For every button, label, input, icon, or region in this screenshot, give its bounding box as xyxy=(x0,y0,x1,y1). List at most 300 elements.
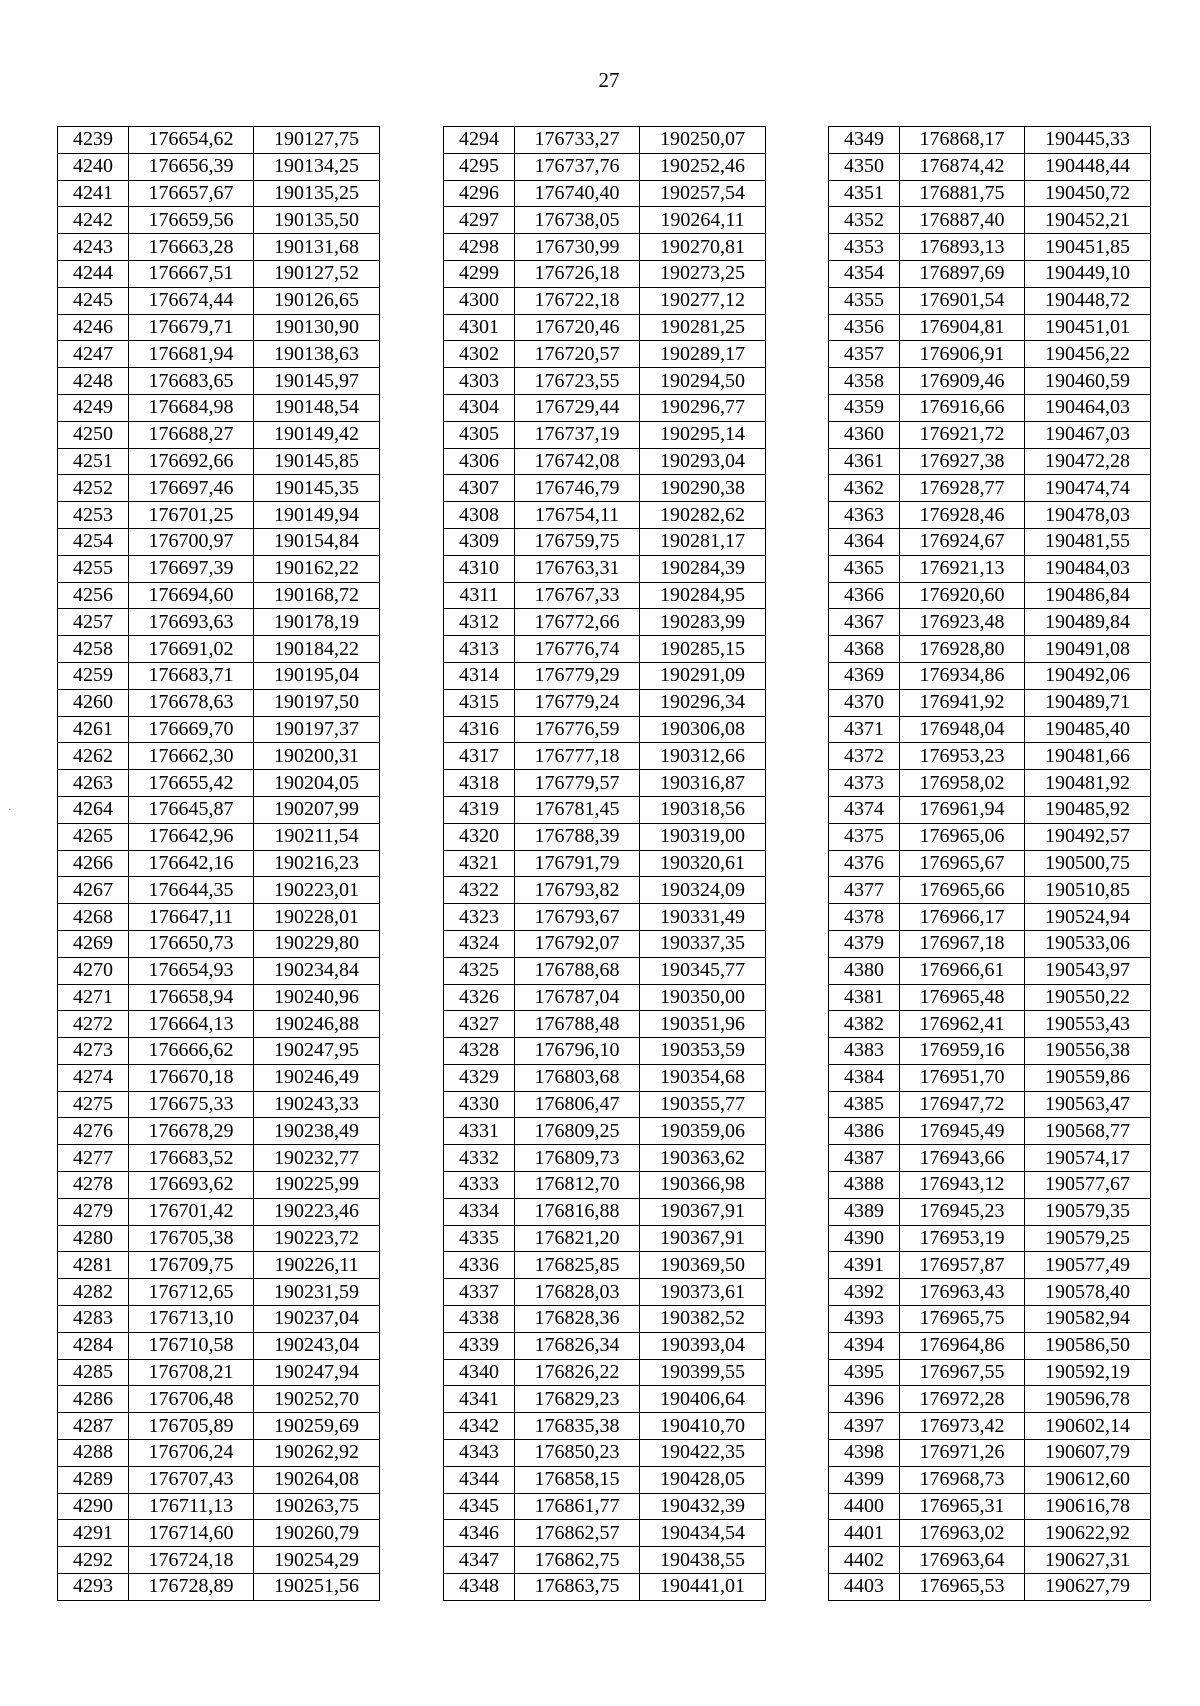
table-row xyxy=(444,582,766,609)
y-coordinate-cell: 190556,38 xyxy=(1025,1038,1151,1065)
table-row xyxy=(444,1574,766,1601)
point-number-cell: 4400 xyxy=(829,1493,900,1520)
table-row xyxy=(444,1279,766,1306)
point-number-cell: 4333 xyxy=(444,1172,515,1199)
point-number-cell: 4348 xyxy=(444,1574,515,1601)
table-row xyxy=(58,1413,380,1440)
y-coordinate-cell: 190264,08 xyxy=(254,1466,380,1493)
point-number-cell: 4286 xyxy=(58,1386,129,1413)
x-coordinate-cell: 176683,65 xyxy=(129,368,254,395)
table-row xyxy=(829,1279,1151,1306)
table-row xyxy=(829,1038,1151,1065)
table-row xyxy=(829,1386,1151,1413)
table-row xyxy=(58,502,380,529)
point-number-cell: 4264 xyxy=(58,796,129,823)
y-coordinate-cell: 190277,12 xyxy=(640,287,766,314)
point-number-cell: 4361 xyxy=(829,448,900,475)
point-number-cell: 4355 xyxy=(829,287,900,314)
point-number-cell: 4320 xyxy=(444,823,515,850)
x-coordinate-cell: 176953,23 xyxy=(900,743,1025,770)
point-number-cell: 4396 xyxy=(829,1386,900,1413)
y-coordinate-cell: 190246,88 xyxy=(254,1011,380,1038)
x-coordinate-cell: 176777,18 xyxy=(515,743,640,770)
table-row xyxy=(58,1252,380,1279)
table-row xyxy=(829,636,1151,663)
y-coordinate-cell: 190145,35 xyxy=(254,475,380,502)
point-number-cell: 4309 xyxy=(444,528,515,555)
table-row xyxy=(829,421,1151,448)
point-number-cell: 4363 xyxy=(829,502,900,529)
point-number-cell: 4335 xyxy=(444,1225,515,1252)
table-row xyxy=(829,1306,1151,1333)
y-coordinate-cell: 190223,46 xyxy=(254,1198,380,1225)
table-row xyxy=(444,823,766,850)
point-number-cell: 4389 xyxy=(829,1198,900,1225)
point-number-cell: 4283 xyxy=(58,1306,129,1333)
y-coordinate-cell: 190393,04 xyxy=(640,1332,766,1359)
point-number-cell: 4278 xyxy=(58,1172,129,1199)
table-row xyxy=(58,475,380,502)
table-row xyxy=(444,1198,766,1225)
point-number-cell: 4246 xyxy=(58,314,129,341)
table-row xyxy=(829,1574,1151,1601)
y-coordinate-cell: 190460,59 xyxy=(1025,368,1151,395)
x-coordinate-cell: 176713,10 xyxy=(129,1306,254,1333)
y-coordinate-cell: 190293,04 xyxy=(640,448,766,475)
x-coordinate-cell: 176692,66 xyxy=(129,448,254,475)
table-row xyxy=(829,448,1151,475)
table-row xyxy=(58,260,380,287)
point-number-cell: 4325 xyxy=(444,957,515,984)
table-row xyxy=(444,1332,766,1359)
table-row xyxy=(58,1091,380,1118)
table-row xyxy=(444,1064,766,1091)
y-coordinate-cell: 190524,94 xyxy=(1025,904,1151,931)
point-number-cell: 4336 xyxy=(444,1252,515,1279)
x-coordinate-cell: 176965,66 xyxy=(900,877,1025,904)
x-coordinate-cell: 176924,67 xyxy=(900,528,1025,555)
y-coordinate-cell: 190320,61 xyxy=(640,850,766,877)
x-coordinate-cell: 176712,65 xyxy=(129,1279,254,1306)
point-number-cell: 4267 xyxy=(58,877,129,904)
y-coordinate-cell: 190451,85 xyxy=(1025,234,1151,261)
point-number-cell: 4359 xyxy=(829,394,900,421)
x-coordinate-cell: 176874,42 xyxy=(900,153,1025,180)
point-number-cell: 4354 xyxy=(829,260,900,287)
point-number-cell: 4388 xyxy=(829,1172,900,1199)
x-coordinate-cell: 176720,57 xyxy=(515,341,640,368)
table-row xyxy=(829,850,1151,877)
table-row xyxy=(58,207,380,234)
point-number-cell: 4265 xyxy=(58,823,129,850)
y-coordinate-cell: 190373,61 xyxy=(640,1279,766,1306)
x-coordinate-cell: 176826,22 xyxy=(515,1359,640,1386)
y-coordinate-cell: 190432,39 xyxy=(640,1493,766,1520)
x-coordinate-cell: 176963,43 xyxy=(900,1279,1025,1306)
point-number-cell: 4357 xyxy=(829,341,900,368)
table-row xyxy=(829,234,1151,261)
y-coordinate-cell: 190237,04 xyxy=(254,1306,380,1333)
y-coordinate-cell: 190282,62 xyxy=(640,502,766,529)
x-coordinate-cell: 176941,92 xyxy=(900,689,1025,716)
point-number-cell: 4296 xyxy=(444,180,515,207)
x-coordinate-cell: 176710,58 xyxy=(129,1332,254,1359)
point-number-cell: 4349 xyxy=(829,127,900,154)
point-number-cell: 4249 xyxy=(58,394,129,421)
point-number-cell: 4334 xyxy=(444,1198,515,1225)
table-row xyxy=(444,609,766,636)
y-coordinate-cell: 190486,84 xyxy=(1025,582,1151,609)
point-number-cell: 4282 xyxy=(58,1279,129,1306)
x-coordinate-cell: 176965,53 xyxy=(900,1574,1025,1601)
x-coordinate-cell: 176904,81 xyxy=(900,314,1025,341)
point-number-cell: 4371 xyxy=(829,716,900,743)
point-number-cell: 4270 xyxy=(58,957,129,984)
y-coordinate-cell: 190428,05 xyxy=(640,1466,766,1493)
x-coordinate-cell: 176733,27 xyxy=(515,127,640,154)
y-coordinate-cell: 190489,84 xyxy=(1025,609,1151,636)
point-number-cell: 4358 xyxy=(829,368,900,395)
x-coordinate-cell: 176669,70 xyxy=(129,716,254,743)
x-coordinate-cell: 176659,56 xyxy=(129,207,254,234)
point-number-cell: 4369 xyxy=(829,662,900,689)
table-row xyxy=(444,1359,766,1386)
table-row xyxy=(444,1118,766,1145)
point-number-cell: 4402 xyxy=(829,1547,900,1574)
point-number-cell: 4332 xyxy=(444,1145,515,1172)
table-row xyxy=(444,180,766,207)
x-coordinate-cell: 176697,39 xyxy=(129,555,254,582)
x-coordinate-cell: 176642,16 xyxy=(129,850,254,877)
y-coordinate-cell: 190234,84 xyxy=(254,957,380,984)
point-number-cell: 4277 xyxy=(58,1145,129,1172)
y-coordinate-cell: 190450,72 xyxy=(1025,180,1151,207)
x-coordinate-cell: 176965,75 xyxy=(900,1306,1025,1333)
point-number-cell: 4247 xyxy=(58,341,129,368)
x-coordinate-cell: 176973,42 xyxy=(900,1413,1025,1440)
table-row xyxy=(829,394,1151,421)
point-number-cell: 4379 xyxy=(829,930,900,957)
point-number-cell: 4382 xyxy=(829,1011,900,1038)
point-number-cell: 4343 xyxy=(444,1440,515,1467)
x-coordinate-cell: 176943,12 xyxy=(900,1172,1025,1199)
table-row xyxy=(829,1440,1151,1467)
y-coordinate-cell: 190441,01 xyxy=(640,1574,766,1601)
table-row xyxy=(829,287,1151,314)
y-coordinate-cell: 190250,07 xyxy=(640,127,766,154)
point-number-cell: 4292 xyxy=(58,1547,129,1574)
table-row xyxy=(58,1198,380,1225)
y-coordinate-cell: 190543,97 xyxy=(1025,957,1151,984)
table-row xyxy=(829,1413,1151,1440)
y-coordinate-cell: 190284,39 xyxy=(640,555,766,582)
x-coordinate-cell: 176881,75 xyxy=(900,180,1025,207)
x-coordinate-cell: 176737,76 xyxy=(515,153,640,180)
y-coordinate-cell: 190127,52 xyxy=(254,260,380,287)
x-coordinate-cell: 176738,05 xyxy=(515,207,640,234)
y-coordinate-cell: 190382,52 xyxy=(640,1306,766,1333)
table-row xyxy=(58,1574,380,1601)
point-number-cell: 4250 xyxy=(58,421,129,448)
y-coordinate-cell: 190252,70 xyxy=(254,1386,380,1413)
coordinates-table-2 xyxy=(443,126,766,1601)
x-coordinate-cell: 176759,75 xyxy=(515,528,640,555)
point-number-cell: 4370 xyxy=(829,689,900,716)
x-coordinate-cell: 176963,64 xyxy=(900,1547,1025,1574)
table-row xyxy=(58,234,380,261)
x-coordinate-cell: 176694,60 xyxy=(129,582,254,609)
x-coordinate-cell: 176742,08 xyxy=(515,448,640,475)
y-coordinate-cell: 190149,42 xyxy=(254,421,380,448)
point-number-cell: 4243 xyxy=(58,234,129,261)
table-row xyxy=(829,957,1151,984)
table-row xyxy=(829,770,1151,797)
y-coordinate-cell: 190178,19 xyxy=(254,609,380,636)
table-row xyxy=(58,287,380,314)
y-coordinate-cell: 190448,44 xyxy=(1025,153,1151,180)
y-coordinate-cell: 190197,37 xyxy=(254,716,380,743)
point-number-cell: 4367 xyxy=(829,609,900,636)
x-coordinate-cell: 176674,44 xyxy=(129,287,254,314)
table-row xyxy=(444,1145,766,1172)
y-coordinate-cell: 190290,38 xyxy=(640,475,766,502)
point-number-cell: 4324 xyxy=(444,930,515,957)
x-coordinate-cell: 176788,39 xyxy=(515,823,640,850)
x-coordinate-cell: 176909,46 xyxy=(900,368,1025,395)
y-coordinate-cell: 190500,75 xyxy=(1025,850,1151,877)
y-coordinate-cell: 190135,50 xyxy=(254,207,380,234)
point-number-cell: 4327 xyxy=(444,1011,515,1038)
x-coordinate-cell: 176862,75 xyxy=(515,1547,640,1574)
x-coordinate-cell: 176779,57 xyxy=(515,770,640,797)
x-coordinate-cell: 176705,89 xyxy=(129,1413,254,1440)
point-number-cell: 4251 xyxy=(58,448,129,475)
point-number-cell: 4285 xyxy=(58,1359,129,1386)
x-coordinate-cell: 176664,13 xyxy=(129,1011,254,1038)
y-coordinate-cell: 190148,54 xyxy=(254,394,380,421)
point-number-cell: 4316 xyxy=(444,716,515,743)
point-number-cell: 4353 xyxy=(829,234,900,261)
table-row xyxy=(444,1306,766,1333)
table-row xyxy=(58,957,380,984)
table-row xyxy=(58,716,380,743)
y-coordinate-cell: 190353,59 xyxy=(640,1038,766,1065)
table-row xyxy=(444,260,766,287)
x-coordinate-cell: 176754,11 xyxy=(515,502,640,529)
y-coordinate-cell: 190184,22 xyxy=(254,636,380,663)
point-number-cell: 4258 xyxy=(58,636,129,663)
x-coordinate-cell: 176781,45 xyxy=(515,796,640,823)
x-coordinate-cell: 176776,59 xyxy=(515,716,640,743)
x-coordinate-cell: 176678,29 xyxy=(129,1118,254,1145)
x-coordinate-cell: 176951,70 xyxy=(900,1064,1025,1091)
x-coordinate-cell: 176675,33 xyxy=(129,1091,254,1118)
x-coordinate-cell: 176657,67 xyxy=(129,180,254,207)
point-number-cell: 4323 xyxy=(444,904,515,931)
x-coordinate-cell: 176921,72 xyxy=(900,421,1025,448)
y-coordinate-cell: 190295,14 xyxy=(640,421,766,448)
x-coordinate-cell: 176958,02 xyxy=(900,770,1025,797)
x-coordinate-cell: 176726,18 xyxy=(515,260,640,287)
y-coordinate-cell: 190367,91 xyxy=(640,1225,766,1252)
y-coordinate-cell: 190223,01 xyxy=(254,877,380,904)
table-row xyxy=(444,1547,766,1574)
table-row xyxy=(444,636,766,663)
point-number-cell: 4244 xyxy=(58,260,129,287)
point-number-cell: 4380 xyxy=(829,957,900,984)
table-row xyxy=(444,421,766,448)
y-coordinate-cell: 190262,92 xyxy=(254,1440,380,1467)
table-row xyxy=(58,1332,380,1359)
point-number-cell: 4266 xyxy=(58,850,129,877)
table-row xyxy=(58,743,380,770)
table-row xyxy=(444,314,766,341)
table-row xyxy=(829,930,1151,957)
x-coordinate-cell: 176963,02 xyxy=(900,1520,1025,1547)
table-row xyxy=(829,877,1151,904)
table-row xyxy=(58,314,380,341)
y-coordinate-cell: 190492,06 xyxy=(1025,662,1151,689)
table-row xyxy=(58,850,380,877)
point-number-cell: 4298 xyxy=(444,234,515,261)
table-row xyxy=(444,1520,766,1547)
table-row xyxy=(58,1064,380,1091)
point-number-cell: 4375 xyxy=(829,823,900,850)
y-coordinate-cell: 190434,54 xyxy=(640,1520,766,1547)
y-coordinate-cell: 190145,97 xyxy=(254,368,380,395)
x-coordinate-cell: 176826,34 xyxy=(515,1332,640,1359)
x-coordinate-cell: 176709,75 xyxy=(129,1252,254,1279)
x-coordinate-cell: 176666,62 xyxy=(129,1038,254,1065)
point-number-cell: 4287 xyxy=(58,1413,129,1440)
table-row xyxy=(58,662,380,689)
point-number-cell: 4255 xyxy=(58,555,129,582)
point-number-cell: 4279 xyxy=(58,1198,129,1225)
x-coordinate-cell: 176714,60 xyxy=(129,1520,254,1547)
table-row xyxy=(829,904,1151,931)
table-row xyxy=(58,770,380,797)
table-row xyxy=(829,502,1151,529)
point-number-cell: 4393 xyxy=(829,1306,900,1333)
table-row xyxy=(444,475,766,502)
x-coordinate-cell: 176965,48 xyxy=(900,984,1025,1011)
table-row xyxy=(444,1172,766,1199)
table-row xyxy=(444,341,766,368)
y-coordinate-cell: 190130,90 xyxy=(254,314,380,341)
y-coordinate-cell: 190627,31 xyxy=(1025,1547,1151,1574)
x-coordinate-cell: 176901,54 xyxy=(900,287,1025,314)
point-number-cell: 4262 xyxy=(58,743,129,770)
point-number-cell: 4337 xyxy=(444,1279,515,1306)
x-coordinate-cell: 176927,38 xyxy=(900,448,1025,475)
point-number-cell: 4330 xyxy=(444,1091,515,1118)
x-coordinate-cell: 176647,11 xyxy=(129,904,254,931)
y-coordinate-cell: 190337,35 xyxy=(640,930,766,957)
x-coordinate-cell: 176787,04 xyxy=(515,984,640,1011)
x-coordinate-cell: 176920,60 xyxy=(900,582,1025,609)
table-row xyxy=(829,796,1151,823)
x-coordinate-cell: 176740,40 xyxy=(515,180,640,207)
point-number-cell: 4326 xyxy=(444,984,515,1011)
table-row xyxy=(58,582,380,609)
y-coordinate-cell: 190579,25 xyxy=(1025,1225,1151,1252)
point-number-cell: 4312 xyxy=(444,609,515,636)
point-number-cell: 4392 xyxy=(829,1279,900,1306)
point-number-cell: 4391 xyxy=(829,1252,900,1279)
y-coordinate-cell: 190578,40 xyxy=(1025,1279,1151,1306)
point-number-cell: 4239 xyxy=(58,127,129,154)
table-row xyxy=(829,1145,1151,1172)
y-coordinate-cell: 190550,22 xyxy=(1025,984,1151,1011)
table-row xyxy=(444,850,766,877)
y-coordinate-cell: 190296,77 xyxy=(640,394,766,421)
x-coordinate-cell: 176705,38 xyxy=(129,1225,254,1252)
table-row xyxy=(829,1011,1151,1038)
y-coordinate-cell: 190452,21 xyxy=(1025,207,1151,234)
x-coordinate-cell: 176683,52 xyxy=(129,1145,254,1172)
x-coordinate-cell: 176706,24 xyxy=(129,1440,254,1467)
point-number-cell: 4368 xyxy=(829,636,900,663)
y-coordinate-cell: 190223,72 xyxy=(254,1225,380,1252)
table-row xyxy=(444,1466,766,1493)
point-number-cell: 4273 xyxy=(58,1038,129,1065)
x-coordinate-cell: 176730,99 xyxy=(515,234,640,261)
x-coordinate-cell: 176964,86 xyxy=(900,1332,1025,1359)
x-coordinate-cell: 176916,66 xyxy=(900,394,1025,421)
y-coordinate-cell: 190489,71 xyxy=(1025,689,1151,716)
table-row xyxy=(444,1038,766,1065)
table-row xyxy=(829,555,1151,582)
table-row xyxy=(58,689,380,716)
y-coordinate-cell: 190359,06 xyxy=(640,1118,766,1145)
table-row xyxy=(58,555,380,582)
x-coordinate-cell: 176779,24 xyxy=(515,689,640,716)
point-number-cell: 4387 xyxy=(829,1145,900,1172)
point-number-cell: 4254 xyxy=(58,528,129,555)
y-coordinate-cell: 190399,55 xyxy=(640,1359,766,1386)
point-number-cell: 4294 xyxy=(444,127,515,154)
x-coordinate-cell: 176835,38 xyxy=(515,1413,640,1440)
y-coordinate-cell: 190316,87 xyxy=(640,770,766,797)
y-coordinate-cell: 190616,78 xyxy=(1025,1493,1151,1520)
y-coordinate-cell: 190254,29 xyxy=(254,1547,380,1574)
x-coordinate-cell: 176776,74 xyxy=(515,636,640,663)
x-coordinate-cell: 176658,94 xyxy=(129,984,254,1011)
point-number-cell: 4351 xyxy=(829,180,900,207)
y-coordinate-cell: 190577,49 xyxy=(1025,1252,1151,1279)
point-number-cell: 4257 xyxy=(58,609,129,636)
x-coordinate-cell: 176788,48 xyxy=(515,1011,640,1038)
x-coordinate-cell: 176965,06 xyxy=(900,823,1025,850)
y-coordinate-cell: 190264,11 xyxy=(640,207,766,234)
table-row xyxy=(829,1332,1151,1359)
point-number-cell: 4253 xyxy=(58,502,129,529)
y-coordinate-cell: 190350,00 xyxy=(640,984,766,1011)
y-coordinate-cell: 190135,25 xyxy=(254,180,380,207)
table-row xyxy=(829,314,1151,341)
table-row xyxy=(58,1520,380,1547)
y-coordinate-cell: 190563,47 xyxy=(1025,1091,1151,1118)
x-coordinate-cell: 176691,02 xyxy=(129,636,254,663)
x-coordinate-cell: 176679,71 xyxy=(129,314,254,341)
y-coordinate-cell: 190162,22 xyxy=(254,555,380,582)
y-coordinate-cell: 190257,54 xyxy=(640,180,766,207)
point-number-cell: 4341 xyxy=(444,1386,515,1413)
x-coordinate-cell: 176943,66 xyxy=(900,1145,1025,1172)
y-coordinate-cell: 190324,09 xyxy=(640,877,766,904)
y-coordinate-cell: 190472,28 xyxy=(1025,448,1151,475)
table-row xyxy=(829,1252,1151,1279)
